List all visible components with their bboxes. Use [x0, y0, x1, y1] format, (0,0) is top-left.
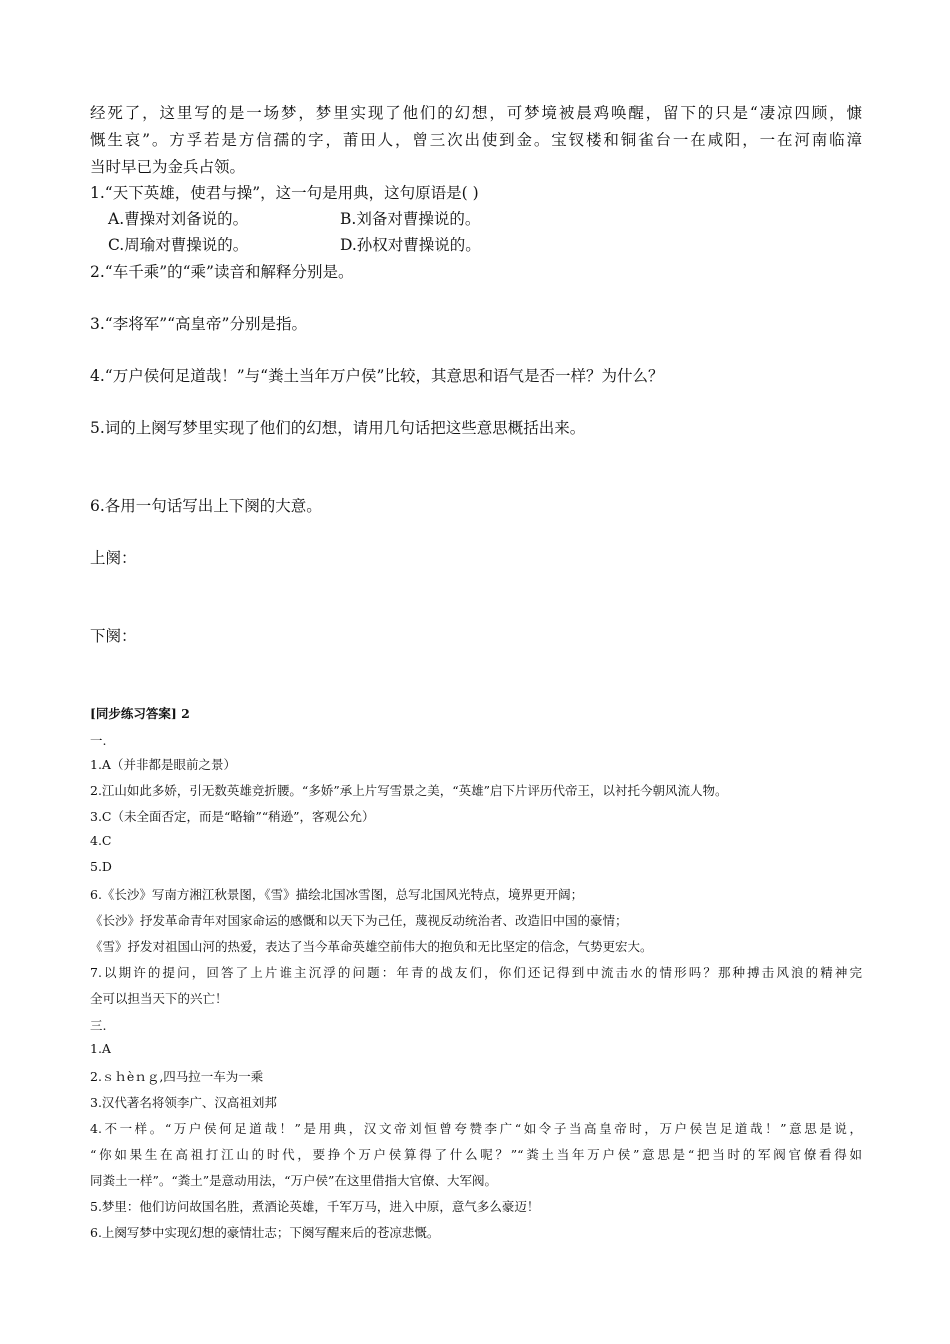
question-1-option-d: D.孙权对曹操说的。	[340, 236, 481, 254]
answer-4: 4.C	[90, 833, 112, 848]
question-1-option-b: B.刘备对曹操说的。	[340, 210, 481, 228]
answer-5: 5.D	[90, 859, 112, 874]
question-6: 6.各用一句话写出上下阕的大意。	[90, 497, 322, 515]
answer-7-line-1: 7.以期许的提问，回答了上片谁主沉浮的问题：年青的战友们，你们还记得到中流击水的情形吗？那种搏击风浪的精神完	[90, 965, 862, 980]
answer-6-line-2: 《长沙》抒发革命青年对国家命运的感慨和以天下为己任，蔑视反动统治者、改造旧中国的豪情；	[90, 913, 628, 928]
intro-line-1: 经死了，这里写的是一场梦，梦里实现了他们的幻想，可梦境被晨鸡唤醒，留下的只是“凄凉四顾，慷	[90, 104, 862, 122]
answers-title: [同步练习答案] 2	[90, 706, 190, 721]
answer-6-line-3: 《雪》抒发对祖国山河的热爱，表达了当今革命英雄空前伟大的抱负和无比坚定的信念，气势更宏大。	[90, 939, 653, 954]
answer-b6: 6.上阕写梦中实现幻想的豪情壮志；下阕写醒来后的苍凉悲慨。	[90, 1225, 440, 1240]
answer-b3: 3.汉代著名将领李广、汉高祖刘邦	[90, 1095, 277, 1110]
answer-b4-line-3: 同粪土一样”。“粪土”是意动用法，“万户侯”在这里借指大官僚、大军阀。	[90, 1173, 497, 1188]
lower-stanza-label: 下阕：	[90, 627, 137, 645]
answer-7-line-2: 全可以担当天下的兴亡！	[90, 991, 228, 1006]
question-1-option-c: C.周瑜对曹操说的。	[108, 236, 249, 254]
intro-line-2: 慨生哀”。方孚若是方信孺的字，莆田人，曾三次出使到金。宝钗楼和铜雀台一在咸阳，一在河南临漳	[90, 131, 862, 149]
question-2: 2.“车千乘”的“乘”读音和解释分别是。	[90, 263, 354, 281]
answers-section-3: 三.	[90, 1018, 107, 1033]
answer-3: 3.C（未全面否定，而是“略输”“稍逊”，客观公允）	[90, 809, 375, 824]
answer-1: 1.A（并非都是眼前之景）	[90, 757, 236, 772]
question-4: 4.“万户侯何足道哉！”与“粪土当年万户侯”比较，其意思和语气是否一样？为什么？	[90, 367, 664, 385]
answers-section-1: 一.	[90, 733, 107, 748]
answer-b5: 5.梦里：他们访问故国名胜，煮酒论英雄，千军万马，进入中原，意气多么豪迈！	[90, 1199, 540, 1214]
intro-line-3: 当时早已为金兵占领。	[90, 158, 246, 176]
answer-b1: 1.A	[90, 1041, 111, 1056]
question-1: 1.“天下英雄，使君与操”，这一句是用典，这句原语是( )	[90, 184, 479, 202]
answer-b4-line-2: “你如果生在高祖打江山的时代，要挣个万户侯算得了什么呢？”“粪土当年万户侯”意思是“把当时的军阀官僚看得如	[90, 1147, 862, 1162]
question-5: 5.词的上阕写梦里实现了他们的幻想，请用几句话把这些意思概括出来。	[90, 419, 586, 437]
question-3: 3.“李将军”“高皇帝”分别是指。	[90, 315, 307, 333]
answer-b2: 2.ｓｈèｎｇ,四马拉一车为一乘	[90, 1069, 264, 1084]
upper-stanza-label: 上阕：	[90, 549, 137, 567]
answer-2: 2.江山如此多娇，引无数英雄竞折腰。“多娇”承上片写雪景之美，“英雄”启下片评历代帝王，以衬托今朝风流人物。	[90, 783, 728, 798]
answer-6-line-1: 6.《长沙》写南方湘江秋景图，《雪》描绘北国冰雪图，总写北国风光特点，境界更开阔；	[90, 887, 584, 902]
answer-b4-line-1: 4.不一样。“万户侯何足道哉！”是用典，汉文帝刘恒曾夸赞李广“如令子当高皇帝时，万户侯岂足道哉！”意思是说，	[90, 1121, 862, 1136]
question-1-option-a: A.曹操对刘备说的。	[108, 210, 249, 228]
